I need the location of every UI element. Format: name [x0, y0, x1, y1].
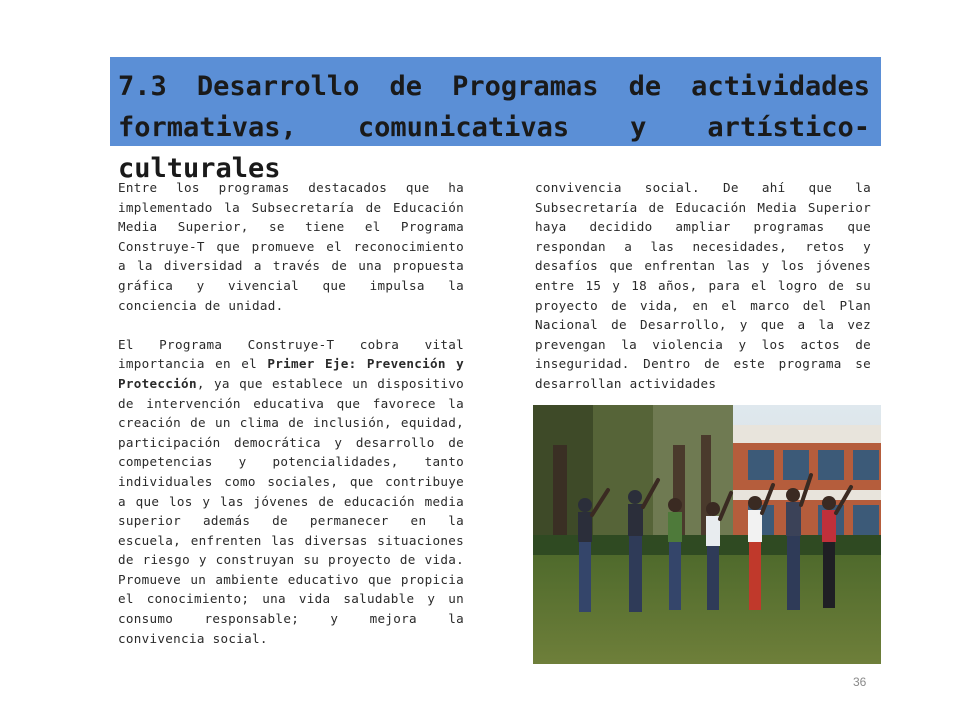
paragraph-intro: Entre los programas destacados que ha implementado la Subsecretaría de Educación Media Superior, se tiene el Programa Construye-T que promueve el reconocimiento a la diversidad a través de una propuesta gráfica y vivencial que impulsa la conciencia de unidad.	[118, 180, 464, 313]
paragraph-text: El Programa Construye-T cobra vital importancia en el	[118, 336, 464, 372]
paragraph-text: , ya que establece un dispositivo de intervención educativa que favorece la creación de un clima de inclusión, equidad, participación democrática y desarrollo de competencias y potencialidades, tanto individuales como sociales, que contribuye a que los y las jóvenes de educación media superior además de permanecer en la escuela, enfrenten las diversas situaciones de riesgo y construyan su proyecto de vida. Promueve un ambiente educativo que propicia el conocimiento; una vida saludable y un consumo responsable; y mejora la convivencia social.	[118, 375, 464, 646]
emphasis-first-axis: Primer Eje: Prevención y Protección	[118, 356, 464, 391]
right-text-column	[535, 178, 871, 404]
paragraph-construye-t	[118, 335, 464, 649]
paragraph-continuation: convivencia social. De ahí que la Subsecretaría de Educación Media Superior haya decidido ampliar programas que respondan a las necesidades, retos y desafíos que enfrentan las y los jóvenes entre 15 y 18 años, para el logro de su proyecto de vida, en el marco del Plan Nacional de Desarrollo, y que a la vez prevengan la violencia y los actos de inseguridad. Dentro de este programa se desarrollan actividades	[535, 180, 871, 391]
left-text-column	[118, 178, 464, 720]
students-photo-illustration	[533, 405, 881, 664]
page-number: 36	[853, 675, 867, 689]
students-photo	[533, 405, 881, 664]
section-title: 7.3 Desarrollo de Programas de actividades formativas, comunicativas y artístico-culturales	[118, 71, 870, 184]
